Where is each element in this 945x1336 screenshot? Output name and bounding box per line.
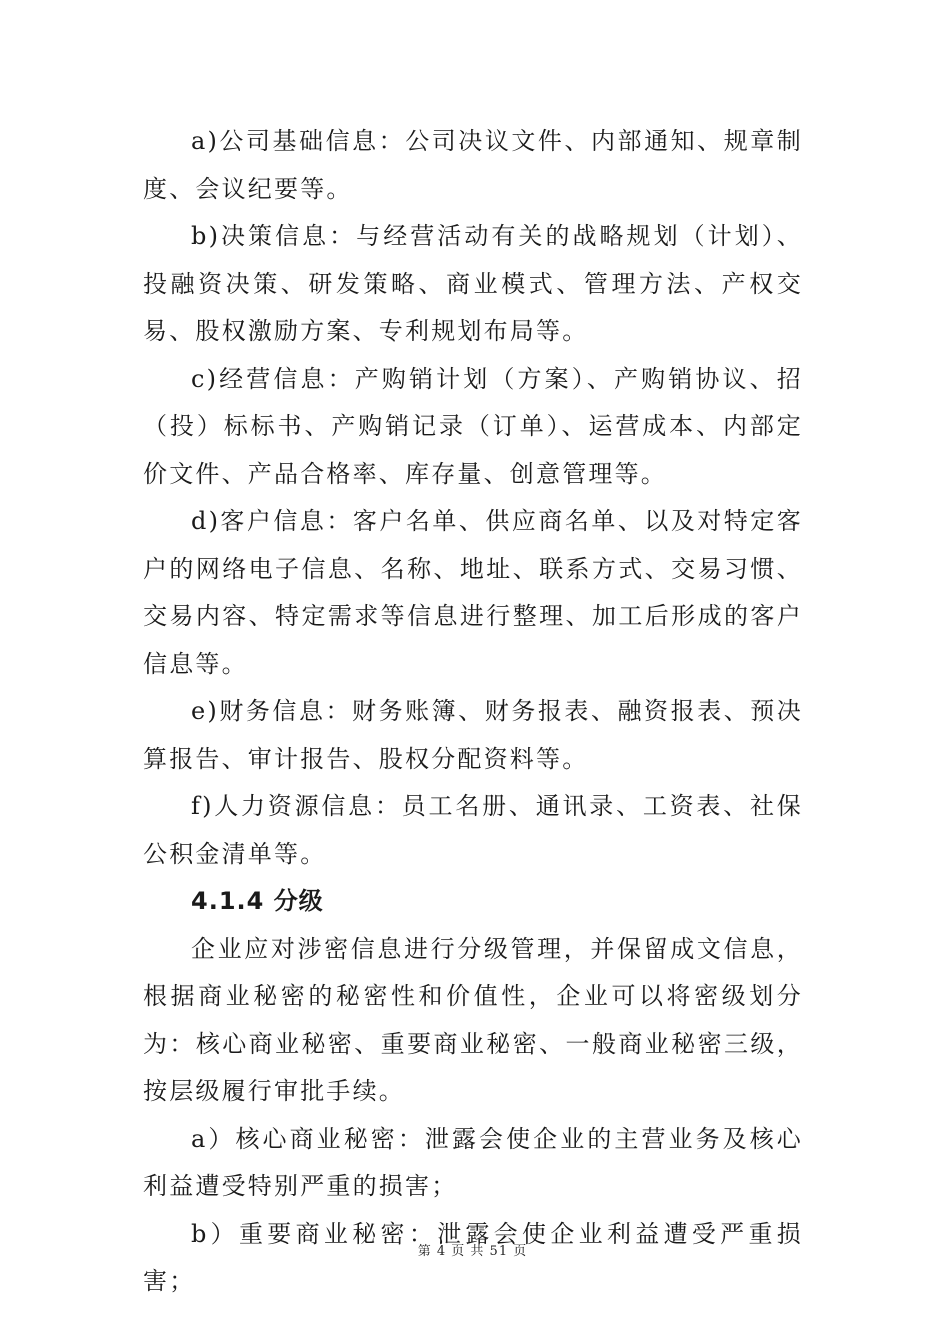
paragraph-company-basic-info: a)公司基础信息：公司决议文件、内部通知、规章制度、会议纪要等。 [143,127,803,203]
paragraph-customer-info: d)客户信息：客户名单、供应商名单、以及对特定客户的网络电子信息、名称、地址、联系方式、交易习惯、交易内容、特定需求等信息进行整理、加工后形成的客户信息等。 [143,507,803,678]
paragraph-core-secret: a）核心商业秘密：泄露会使企业的主营业务及核心利益遭受特别严重的损害； [143,1124,803,1200]
paragraph-important-secret: b）重要商业秘密：泄露会使企业利益遭受严重损害； [143,1219,803,1295]
paragraph-finance-info: e)财务信息：财务账簿、财务报表、融资报表、预决算报告、审计报告、股权分配资料等。 [143,697,803,773]
paragraph-operation-info: c)经营信息：产购销计划（方案）、产购销协议、招（投）标标书、产购销记录（订单）、运营成本、内部定价文件、产品合格率、库存量、创意管理等。 [143,364,803,488]
document-body [143,118,803,1306]
paragraph-classification-intro: 企业应对涉密信息进行分级管理，并保留成文信息，根据商业秘密的秘密性和价值性，企业可以将密级划分为：核心商业秘密、重要商业秘密、一般商业秘密三级，按层级履行审批手续。 [143,934,803,1105]
paragraph-decision-info: b)决策信息：与经营活动有关的战略规划（计划）、投融资决策、研发策略、商业模式、管理方法、产权交易、股权激励方案、专利规划布局等。 [143,222,803,345]
page-number-footer: 第 4 页 共 51 页 [417,1244,528,1259]
section-heading: 4.1.4 分级 [191,887,324,915]
paragraph-hr-info: f)人力资源信息：员工名册、通讯录、工资表、社保公积金清单等。 [143,792,803,868]
